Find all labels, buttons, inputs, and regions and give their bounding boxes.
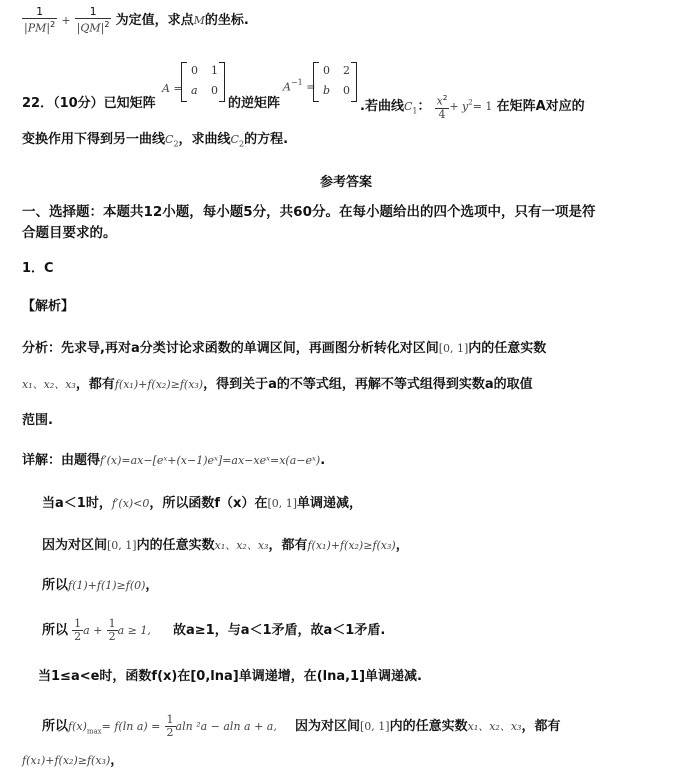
so1-line: 所以f(1)+f(1)≥f(0)， bbox=[42, 578, 159, 593]
answer-title: 参考答案 bbox=[319, 175, 372, 190]
fraction-1: $\frac{1}{|PM|^2}$ bbox=[24, 5, 56, 35]
analysis-line1: 分析：先求导,再对a分类讨论求函数的单调区间，再画图分析转化对区间[0, 1]内的任意实数 bbox=[22, 341, 547, 356]
matrix-a-label: A = bbox=[162, 82, 183, 95]
top-line: $\frac{1}{|PM|^2}$ + $\frac{1}{|QM|^2}$ 为定值，求点M的坐标. bbox=[24, 5, 249, 35]
inverse-text: 的逆矩阵 bbox=[228, 96, 281, 111]
case2-line: 当1≤a<e时，函数f(x)在[0,lna]单调递增，在(lna,1]单调递减. bbox=[38, 669, 422, 684]
section1-line2: 合题目要求的。 bbox=[22, 225, 117, 241]
case1-line: 当a＜1时，f′(x)<0，所以函数f（x）在[0, 1]单调递减， bbox=[42, 496, 363, 511]
matrix-ainv-label: $A^{-1}$ = bbox=[283, 78, 316, 94]
q1-answer: 1．C bbox=[22, 261, 54, 276]
so2-line: 所以 $\frac{1}{2}$ a + $\frac{1}{2}$ a ≥ 1, 故a≥1，与a＜1矛盾，故a＜1矛盾. bbox=[42, 617, 386, 643]
analysis-line2: x₁、x₂、x₃，都有f(x₁)+f(x₂)≥f(x₃)，得到关于a的不等式组，再解不等式组得到实数a的取值 bbox=[22, 377, 533, 392]
because-line: 因为对区间[0, 1]内的任意实数x₁、x₂、x₃，都有f(x₁)+f(x₂)≥f(x₃)， bbox=[42, 538, 409, 553]
q22-line2: 变换作用下得到另一曲线$C_2$，求曲线$C_2$的方程. bbox=[22, 132, 289, 149]
curve-c1-line: .若曲线$C_1$： $\frac{x^2}{4}$ + $y^2= 1$ 在矩阵A对应的 bbox=[360, 94, 585, 121]
analysis-line3: 范围. bbox=[22, 413, 53, 428]
section1-line1: 一、选择题：本题共12小题，每小题5分，共60分。在每小题给出的四个选项中，只有一项是符 bbox=[22, 204, 596, 220]
curve-fraction: $\frac{x^2}{4}$ bbox=[436, 94, 448, 121]
detail-line: 详解：由题得f′(x)=ax−[eˣ+(x−1)eˣ]=ax−xeˣ=x(a−eˣ). bbox=[22, 453, 326, 468]
q22-label: 22．（10分）已知矩阵 bbox=[22, 96, 156, 111]
q1-jiexi: 【解析】 bbox=[22, 299, 75, 314]
fraction-2: $\frac{1}{|QM|^2}$ bbox=[76, 5, 110, 35]
last-line: f(x₁)+f(x₂)≥f(x₃)， bbox=[22, 753, 124, 768]
matrix-ainv: 0 2 b 0 bbox=[313, 62, 357, 100]
matrix-a: 0 1 a 0 bbox=[181, 62, 225, 100]
max-line: 所以$f(x)_{max}= f(\ln$ a) = $\frac{1}{2}$ aln ²a − aln a + a, 因为对区间[0, 1]内的任意实数x₁、x₂、x₃，都有 bbox=[42, 713, 561, 739]
